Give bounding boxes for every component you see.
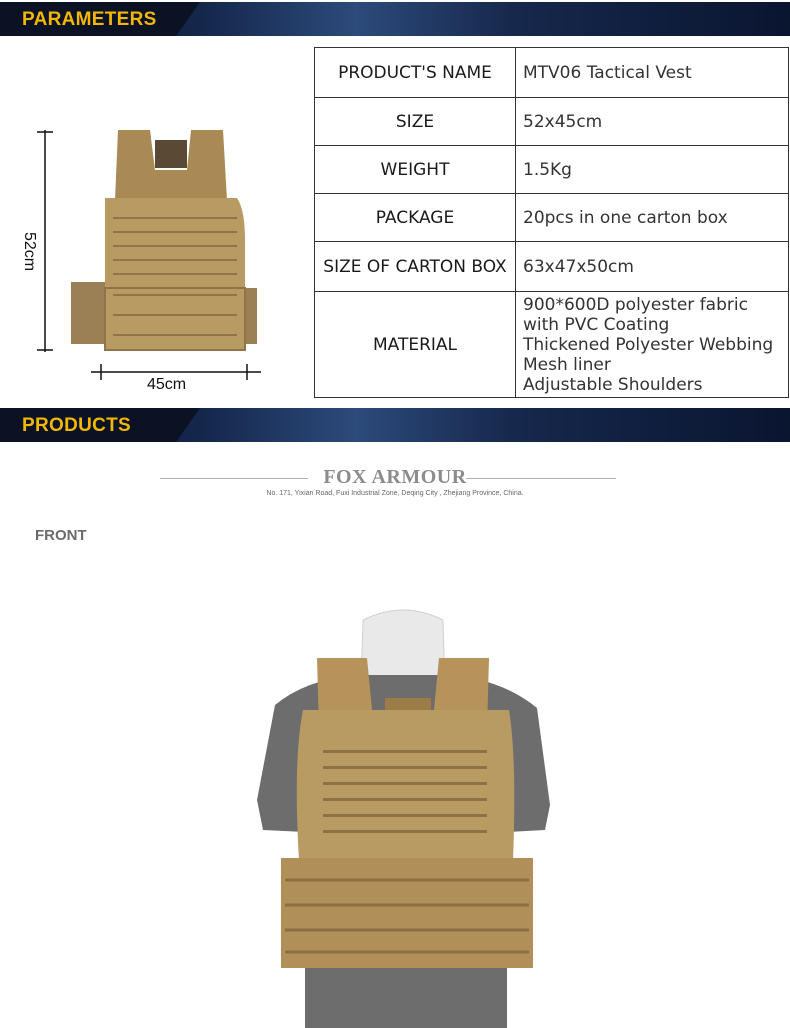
spec-row-material [315,292,789,398]
material-line: Thickened Polyester Webbing [523,334,774,355]
front-view-label: FRONT [35,527,87,544]
spec-row [315,242,789,292]
collar-strap [385,698,431,712]
material-line: 900*600D polyester fabric [523,294,748,315]
spec-value: 1.5Kg [516,146,789,194]
material-line: with PVC Coating [523,314,670,335]
height-label: 52cm [21,232,38,272]
material-value [516,292,789,398]
spec-key: MATERIAL [315,292,516,398]
vest-dimension-diagram [15,110,300,400]
vest-mesh [155,140,187,168]
spec-row [315,48,789,98]
spec-value: 52x45cm [516,98,789,146]
material-line: Adjustable Shoulders [523,374,703,395]
vest-front-photo [245,600,565,1028]
spec-row [315,98,789,146]
spec-key: SIZE OF CARTON BOX [315,242,516,292]
parameters-banner [0,2,790,36]
spec-key: PRODUCT'S NAME [315,48,516,98]
material-line: Mesh liner [523,354,611,375]
spec-value: 20pcs in one carton box [516,194,789,242]
spec-key: PACKAGE [315,194,516,242]
parameters-title: PARAMETERS [22,9,157,30]
width-label: 45cm [147,376,187,393]
brand-address: No. 171, Yixian Road, Fuxi Industrial Zone, Deqing City , Zhejiang Province, China. [266,490,524,497]
spec-key: WEIGHT [315,146,516,194]
spec-row [315,194,789,242]
brand-name: FOX ARMOUR [323,466,467,488]
spec-value: 63x47x50cm [516,242,789,292]
side-strap-left [71,282,105,344]
spec-key: SIZE [315,98,516,146]
spec-row [315,146,789,194]
products-banner [0,408,790,442]
products-title: PRODUCTS [22,415,132,436]
spec-value: MTV06 Tactical Vest [516,48,789,98]
specs-table [314,47,789,398]
